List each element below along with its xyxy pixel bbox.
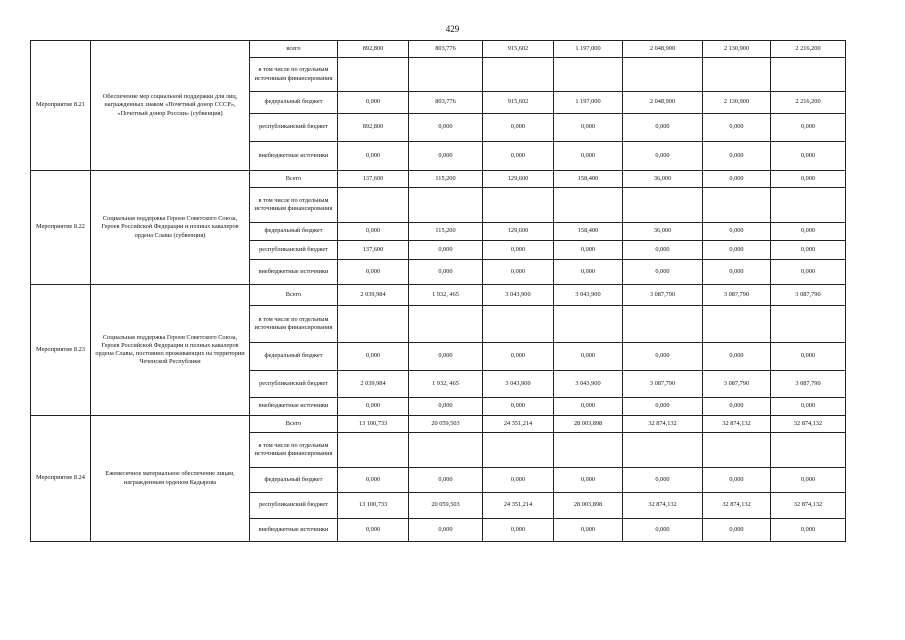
funding-source-label: федеральный бюджет — [250, 468, 338, 493]
funding-source-label: федеральный бюджет — [250, 92, 338, 114]
value-cell: 0,000 — [338, 468, 409, 493]
value-cell: 0,000 — [771, 398, 846, 416]
value-cell: 892,800 — [338, 41, 409, 58]
value-cell: 0,000 — [771, 223, 846, 241]
value-cell — [338, 188, 409, 223]
value-cell: 0,000 — [771, 142, 846, 171]
value-cell: 20 059,503 — [409, 493, 483, 519]
funding-source-label: в том числе по отдельным источникам финансирования — [250, 188, 338, 223]
value-cell: 0,000 — [554, 114, 623, 142]
value-cell — [554, 306, 623, 343]
value-cell: 0,000 — [554, 398, 623, 416]
value-cell: 0,000 — [409, 343, 483, 371]
value-cell — [338, 306, 409, 343]
value-cell: 36,000 — [623, 223, 703, 241]
value-cell: 0,000 — [338, 92, 409, 114]
value-cell — [703, 58, 771, 92]
value-cell: 0,000 — [338, 260, 409, 285]
funding-source-label: всего — [250, 41, 338, 58]
measure-code: Мероприятие 8.22 — [31, 171, 91, 285]
measure-code: Мероприятие 8.23 — [31, 285, 91, 416]
value-cell: 0,000 — [623, 260, 703, 285]
value-cell — [338, 58, 409, 92]
value-cell: 0,000 — [338, 343, 409, 371]
value-cell: 0,000 — [771, 343, 846, 371]
funding-source-label: Всего — [250, 285, 338, 306]
value-cell: 0,000 — [623, 519, 703, 542]
value-cell: 0,000 — [483, 241, 554, 260]
funding-source-label: в том числе по отдельным источникам финансирования — [250, 433, 338, 468]
value-cell: 2 216,200 — [771, 92, 846, 114]
value-cell: 3 087,790 — [623, 285, 703, 306]
value-cell: 158,400 — [554, 223, 623, 241]
value-cell — [771, 306, 846, 343]
value-cell — [409, 188, 483, 223]
value-cell: 0,000 — [623, 468, 703, 493]
value-cell: 803,776 — [409, 92, 483, 114]
value-cell — [623, 433, 703, 468]
value-cell — [483, 433, 554, 468]
value-cell: 20 059,503 — [409, 416, 483, 433]
value-cell: 3 087,790 — [623, 371, 703, 398]
value-cell: 0,000 — [703, 171, 771, 188]
value-cell: 115,200 — [409, 223, 483, 241]
value-cell: 0,000 — [771, 260, 846, 285]
value-cell — [771, 188, 846, 223]
value-cell — [703, 306, 771, 343]
funding-source-label: республиканский бюджет — [250, 241, 338, 260]
value-cell: 0,000 — [483, 142, 554, 171]
value-cell: 0,000 — [483, 398, 554, 416]
value-cell: 0,000 — [409, 241, 483, 260]
page-number: 429 — [445, 24, 460, 34]
value-cell: 0,000 — [409, 260, 483, 285]
value-cell: 803,776 — [409, 41, 483, 58]
value-cell: 0,000 — [771, 171, 846, 188]
value-cell — [703, 433, 771, 468]
value-cell: 3 087,790 — [703, 371, 771, 398]
funding-source-label: внебюджетные источники — [250, 519, 338, 542]
value-cell: 0,000 — [409, 114, 483, 142]
value-cell: 2 130,900 — [703, 92, 771, 114]
value-cell: 0,000 — [771, 241, 846, 260]
value-cell: 137,600 — [338, 241, 409, 260]
value-cell: 0,000 — [703, 241, 771, 260]
value-cell: 0,000 — [409, 142, 483, 171]
value-cell: 3 087,790 — [703, 285, 771, 306]
value-cell — [703, 188, 771, 223]
value-cell — [771, 433, 846, 468]
value-cell: 28 003,898 — [554, 416, 623, 433]
value-cell: 0,000 — [554, 468, 623, 493]
value-cell: 0,000 — [483, 260, 554, 285]
value-cell: 0,000 — [554, 142, 623, 171]
value-cell: 2 048,900 — [623, 41, 703, 58]
funding-source-label: республиканский бюджет — [250, 371, 338, 398]
value-cell: 13 100,733 — [338, 416, 409, 433]
value-cell: 32 874,132 — [703, 493, 771, 519]
value-cell: 1 932, 465 — [409, 371, 483, 398]
value-cell: 0,000 — [338, 142, 409, 171]
value-cell: 2 039,984 — [338, 285, 409, 306]
value-cell: 32 874,132 — [623, 416, 703, 433]
value-cell: 0,000 — [483, 114, 554, 142]
value-cell: 13 100,733 — [338, 493, 409, 519]
value-cell: 0,000 — [703, 223, 771, 241]
value-cell: 0,000 — [483, 343, 554, 371]
value-cell: 3 043,900 — [483, 371, 554, 398]
value-cell — [554, 58, 623, 92]
value-cell — [338, 433, 409, 468]
value-cell — [554, 188, 623, 223]
value-cell: 0,000 — [338, 398, 409, 416]
value-cell: 0,000 — [771, 519, 846, 542]
measure-description: Обеспечение мер социальной поддержки для лиц, награжденных знаком «Почетный донор СССР», «Почетный донор России» (субвенция) — [91, 41, 250, 171]
value-cell — [409, 58, 483, 92]
value-cell: 32 874,132 — [771, 493, 846, 519]
value-cell: 32 874,132 — [771, 416, 846, 433]
value-cell: 0,000 — [483, 519, 554, 542]
table-row — [31, 41, 846, 58]
funding-table — [30, 40, 846, 542]
value-cell: 2 048,900 — [623, 92, 703, 114]
value-cell: 3 087,790 — [771, 285, 846, 306]
value-cell: 0,000 — [623, 142, 703, 171]
value-cell: 36,000 — [623, 171, 703, 188]
value-cell: 0,000 — [703, 343, 771, 371]
value-cell: 0,000 — [623, 114, 703, 142]
value-cell — [483, 188, 554, 223]
value-cell — [409, 433, 483, 468]
value-cell: 2 216,200 — [771, 41, 846, 58]
measure-code: Мероприятие 8.24 — [31, 416, 91, 542]
funding-source-label: в том числе по отдельным источникам финансирования — [250, 306, 338, 343]
value-cell: 0,000 — [409, 519, 483, 542]
value-cell: 3 043,900 — [554, 285, 623, 306]
value-cell: 0,000 — [703, 260, 771, 285]
value-cell: 0,000 — [409, 398, 483, 416]
value-cell: 0,000 — [554, 241, 623, 260]
value-cell: 0,000 — [554, 343, 623, 371]
value-cell: 0,000 — [483, 468, 554, 493]
value-cell: 1 197,000 — [554, 92, 623, 114]
value-cell: 3 087,790 — [771, 371, 846, 398]
funding-source-label: внебюджетные источники — [250, 398, 338, 416]
measure-description: Социальная поддержка Героев Советского Союза, Героев Российской Федерации и полных кавалеров ордена Славы, постоянно проживающих на территории Чеченской Республики — [91, 285, 250, 416]
value-cell: 32 874,132 — [623, 493, 703, 519]
table-row — [31, 285, 846, 306]
value-cell — [623, 188, 703, 223]
funding-source-label: внебюджетные источники — [250, 142, 338, 171]
value-cell: 2 039,984 — [338, 371, 409, 398]
value-cell: 0,000 — [623, 241, 703, 260]
value-cell: 915,602 — [483, 92, 554, 114]
measure-description: Социальная поддержка Героев Советского Союза, Героев Российской Федерации и полных кавалеров ордена Славы (субвенция) — [91, 171, 250, 285]
funding-source-label: федеральный бюджет — [250, 343, 338, 371]
value-cell: 3 043,900 — [483, 285, 554, 306]
value-cell — [483, 58, 554, 92]
value-cell: 0,000 — [703, 142, 771, 171]
value-cell: 0,000 — [338, 519, 409, 542]
funding-source-label: федеральный бюджет — [250, 223, 338, 241]
measure-description: Ежемесячное материальное обеспечение лицам, награжденным орденом Кадырова — [91, 416, 250, 542]
value-cell: 3 043,900 — [554, 371, 623, 398]
value-cell: 137,600 — [338, 171, 409, 188]
value-cell: 0,000 — [409, 468, 483, 493]
value-cell: 2 130,900 — [703, 41, 771, 58]
funding-source-label: республиканский бюджет — [250, 114, 338, 142]
funding-source-label: Всего — [250, 416, 338, 433]
value-cell: 0,000 — [771, 114, 846, 142]
value-cell: 0,000 — [554, 519, 623, 542]
value-cell: 0,000 — [703, 114, 771, 142]
value-cell — [554, 433, 623, 468]
value-cell: 1 932, 465 — [409, 285, 483, 306]
value-cell: 1 197,000 — [554, 41, 623, 58]
value-cell: 24 351,214 — [483, 493, 554, 519]
value-cell: 892,800 — [338, 114, 409, 142]
value-cell: 0,000 — [703, 519, 771, 542]
value-cell — [623, 306, 703, 343]
value-cell: 0,000 — [703, 468, 771, 493]
table-row — [31, 171, 846, 188]
value-cell: 0,000 — [338, 223, 409, 241]
value-cell: 158,400 — [554, 171, 623, 188]
value-cell: 129,600 — [483, 171, 554, 188]
value-cell — [771, 58, 846, 92]
table-row — [31, 416, 846, 433]
value-cell: 915,602 — [483, 41, 554, 58]
value-cell: 0,000 — [623, 398, 703, 416]
value-cell — [623, 58, 703, 92]
value-cell: 115,200 — [409, 171, 483, 188]
value-cell: 0,000 — [554, 260, 623, 285]
value-cell: 129,600 — [483, 223, 554, 241]
value-cell: 24 351,214 — [483, 416, 554, 433]
value-cell: 28 003,898 — [554, 493, 623, 519]
value-cell — [483, 306, 554, 343]
funding-source-label: в том числе по отдельным источникам финансирования — [250, 58, 338, 92]
value-cell: 32 874,132 — [703, 416, 771, 433]
value-cell: 0,000 — [771, 468, 846, 493]
value-cell: 0,000 — [703, 398, 771, 416]
value-cell — [409, 306, 483, 343]
funding-source-label: Всего — [250, 171, 338, 188]
value-cell: 0,000 — [623, 343, 703, 371]
funding-source-label: республиканский бюджет — [250, 493, 338, 519]
funding-source-label: внебюджетные источники — [250, 260, 338, 285]
measure-code: Мероприятие 8.21 — [31, 41, 91, 171]
